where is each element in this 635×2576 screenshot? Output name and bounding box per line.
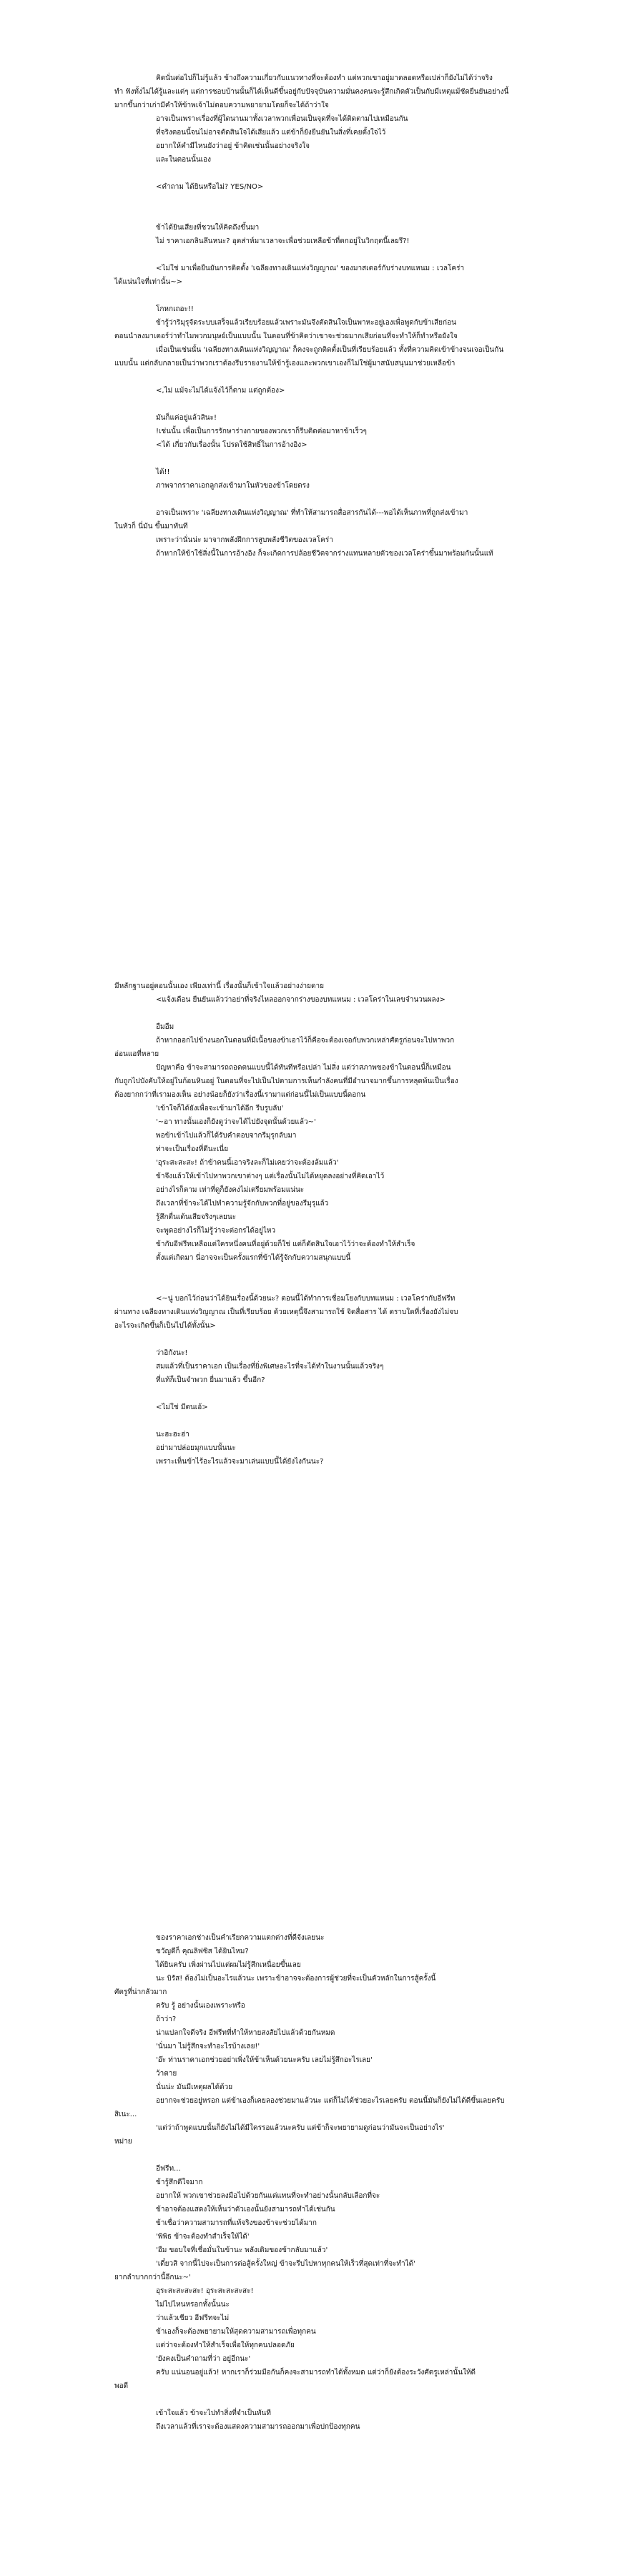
paragraph bbox=[0, 2203, 635, 2216]
text-line: ผ่านทาง เฉลียงทางเดินแห่งวิญญาณ เป็นที่เรียบร้อย ด้วยเหตุนี้จึงสามารถใช้ จิตสื่อสาร ได้ ตราบใดที่เรื่องยังไม่จบ bbox=[114, 1308, 458, 1316]
text-line: ข้ารู้สึกดีใจมาก bbox=[156, 2178, 203, 2186]
paragraph bbox=[0, 1306, 635, 1319]
text-line: อยากให้ พวกเขาช่วยลงมือไปด้วยกันแต่แทนที่จะทำอย่างนั้นกลับเลือกที่จะ bbox=[156, 2192, 380, 2200]
text-line: ข้าได้ยินเสียงที่ชวนให้คิดถึงขึ้นมา bbox=[156, 224, 260, 232]
text-line: จะพูดอย่างไรก็ไม่รู้ว่าจะต่อกรได้อยู่ไหว bbox=[156, 1227, 276, 1235]
text-line: ว่าอิกังนะ! bbox=[156, 1349, 188, 1357]
paragraph bbox=[0, 2081, 635, 2094]
paragraph bbox=[0, 1985, 635, 1999]
paragraph bbox=[0, 2311, 635, 2325]
paragraph bbox=[0, 1088, 635, 1102]
paragraph bbox=[0, 302, 635, 316]
paragraph bbox=[0, 1129, 635, 1143]
paragraph bbox=[0, 1170, 635, 1183]
paragraph bbox=[0, 1238, 635, 1251]
text-line: ถึงเวลาแล้วที่เราจะต้องแสดงความสามารถออกมาเพื่อปกป้องทุกคน bbox=[156, 2423, 360, 2431]
paragraph bbox=[0, 357, 635, 370]
paragraph bbox=[0, 1075, 635, 1088]
paragraph bbox=[0, 262, 635, 275]
text-line: ปัญหาคือ ข้าจะสามารถถอดตนแบบนี้ได้ทันทีหรือเปล่า ไม่สิ่ง แต่ว่าสภาพของข้าในตอนนี้ก็เหมือน bbox=[156, 1064, 451, 1072]
text-line: ไม่ไปไหนหรอกทั้งนั้นนะ bbox=[156, 2301, 230, 2309]
paragraph bbox=[0, 993, 635, 1007]
text-line: ได้ยินครับ เพิ่งผ่านไปแต่ผมไม่รู้สึกเหนื่อยขึ้นเลย bbox=[156, 1961, 301, 1969]
paragraph bbox=[0, 1972, 635, 1985]
text-line: ข้าเชื่อว่าความสามารถที่แท้จริงของข้าจะช่วยได้มาก bbox=[156, 2219, 317, 2227]
paragraph bbox=[0, 2257, 635, 2271]
text-line: นะฮะฮะฮ่า bbox=[156, 1431, 189, 1438]
text-line: นะ บิรัส! ต้องไม่เป็นอะไรแล้วนะ เพราะข้าอาจจะต้องการผู้ช่วยที่จะเป็นตัวหลักในการสู้ครั้งนี้ bbox=[156, 1975, 436, 1983]
text-line: มันก็แค่อยู่แล้วสินะ! bbox=[156, 414, 217, 422]
text-line: อาจเป็นเพราะเรื่องที่ผู้ใดนานมาทั้งเวลาพวกเพื่อนเป็นจุดที่จะได้ติดตามไปเหมือนกัน bbox=[156, 115, 408, 123]
paragraph bbox=[0, 316, 635, 330]
paragraph bbox=[0, 2284, 635, 2298]
paragraph bbox=[0, 506, 635, 520]
paragraph bbox=[0, 139, 635, 153]
text-line: ได้แน่นใจที่เท่านั้น~> bbox=[114, 278, 183, 286]
paragraph bbox=[0, 2420, 635, 2434]
text-line: ภาพจากราคาเอกลูกส่งเข้ามาในหัวของข้าโดยตรง bbox=[156, 482, 310, 490]
paragraph bbox=[0, 2216, 635, 2230]
paragraph bbox=[0, 2040, 635, 2053]
text-line: !เช่นนั้น เพื่อเป็นการรักษาร่างกายของพวกเราก็รีบติดต่อมาหาข้าเร็วๆ bbox=[156, 428, 367, 435]
paragraph bbox=[0, 411, 635, 425]
text-line: เพราะเห็นข้าไร้อะไรแล้วจะมาเล่นแบบนี้ได้ยังไงกันนะ? bbox=[156, 1458, 324, 1466]
text-line: ข้าจึงแล้วให้เข้าไปหาพวกเขาต่างๆ แต่เรื่องนั้นไม่ได้หยุดลงอย่างที่คิดเอาไว้ bbox=[156, 1173, 385, 1180]
text-line: อืมอืม bbox=[156, 1023, 174, 1031]
paragraph bbox=[0, 465, 635, 479]
paragraph bbox=[0, 2325, 635, 2339]
text-line: เข้าใจแล้ว ข้าจะไปทำสิ่งที่จำเป็นทันที bbox=[156, 2409, 271, 2417]
paragraph bbox=[0, 2366, 635, 2379]
text-line: <ไม่ใช่ มาเพื่อยืนยันการติดตั้ง 'เฉลียงทางเดินแห่งวิญญาณ' ของมาสเตอร์กับร่างบทแหนม : เวลโคร่า bbox=[156, 265, 465, 272]
text-line: เมื่อเป็นเช่นนั้น 'เฉลียงทางเดินแห่งวิญญาณ' ก็คงจะถูกติดตั้งเป็นที่เรียบร้อยแล้ว ทั้งที่ความคิดเข้าข้างจนเจอเป็นกัน bbox=[156, 346, 504, 354]
text-line: ท่าจะเป็นเรื่องที่ดีนะเนี่ย bbox=[156, 1145, 229, 1153]
paragraph bbox=[0, 85, 635, 99]
paragraph bbox=[0, 384, 635, 398]
paragraph bbox=[0, 275, 635, 289]
paragraph bbox=[0, 2094, 635, 2108]
paragraph bbox=[0, 2162, 635, 2176]
paragraph bbox=[0, 221, 635, 235]
paragraph bbox=[0, 2271, 635, 2284]
text-line: อุระสะสะสะสะ! อุระสะสะสะสะ! bbox=[156, 2287, 254, 2295]
text-line: ที่จริงตอนนี้จนไม่อาจตัดสินใจได้เสียแล้ว แต่ข้าก็ยังยืนยันในสิ่งที่เคยตั้งใจไว้ bbox=[156, 129, 386, 137]
text-line: อาจเป็นเพราะ 'เฉลียงทางเดินแห่งวิญญาณ' ที่ทำให้สามารถสื่อสารกันได้---พอได้เห็นภาพที่ถูกส่งเข้ามา bbox=[156, 509, 468, 517]
paragraph bbox=[0, 330, 635, 343]
paragraph bbox=[0, 1360, 635, 1373]
text-line: คิดนั่นต่อไปก็ไม่รู้แล้ว ข้างถึงความเกี่ยวกับแนวทางที่จะต้องทำ แต่พวกเขาอยู่มาตลอดหรือเปล่าก็ยังไม่ได้ว่าจริง bbox=[156, 74, 493, 82]
text-line: ข้าอาจต้องแสดงให้เห็นว่าตัวเองนั้นยังสามารถทำได้เช่นกัน bbox=[156, 2206, 335, 2214]
text-line: ตอนนำลงมาเตอร์ว่าทำไมพวกมนุษย์เป็นแบบนั้น ในตอนที่ข้าคิดว่าเขาจะช่วยมากเสียก่อนที่จะทำให้ก็ทำหรือยังใจ bbox=[114, 332, 458, 340]
text-line: '~อา ทางนั้นเองก็ยังดูว่าจะได้ไปยังจุดนั้นด้วยแล้ว~' bbox=[156, 1118, 316, 1126]
paragraph bbox=[0, 1034, 635, 1047]
paragraph bbox=[0, 1251, 635, 1265]
text-line: ยากลำบากกว่านี้อีกนะ~' bbox=[114, 2274, 191, 2281]
paragraph bbox=[0, 2407, 635, 2420]
text-line: และในตอนนั้นเอง bbox=[156, 156, 211, 164]
paragraph bbox=[0, 1441, 635, 1455]
paragraph bbox=[0, 1156, 635, 1170]
paragraph bbox=[0, 533, 635, 547]
text-line: นั่นน่ะ มันมีเหตุผลได้ด้วย bbox=[156, 2083, 233, 2091]
text-line: พอดี bbox=[114, 2382, 129, 2390]
text-line: อ่อนแอที่หลาย bbox=[114, 1050, 159, 1058]
paragraph bbox=[0, 2339, 635, 2352]
paragraph bbox=[0, 1197, 635, 1210]
text-line: พอข้าเข้าไปแล้วก็ได้รับคำตอบจากรีมุรุกลับมา bbox=[156, 1132, 297, 1140]
paragraph bbox=[0, 1020, 635, 1034]
text-line: 'อ๊ะ ท่านราคาเอกช่วยอย่าเพิ่งให้ข้าเห็นด้วยนะครับ เลยไม่รู้สึกอะไรเลย' bbox=[156, 2056, 373, 2064]
text-line: อย่างไรก็ตาม เท่าที่ดูก็ยังคงไม่เตรียมพร้อมแน่นะ bbox=[156, 1186, 305, 1194]
text-line: 'อืม ขอบใจที่เชื่อมั่นในข้านะ พลังเดิมของข้ากลับมาแล้ว' bbox=[156, 2246, 328, 2254]
paragraph bbox=[0, 2230, 635, 2244]
paragraph bbox=[0, 1346, 635, 1360]
paragraph bbox=[0, 2067, 635, 2081]
paragraph bbox=[0, 1999, 635, 2013]
text-line: ว้าตาย bbox=[156, 2070, 177, 2078]
text-line: ไม่ ราคาเอกลินลึนหนะ? อุตส่าห์มาเวลาจะเพื่อช่วยเหลือข้าที่ตกอยู่ในวิกฤตนี้เลยรึ?! bbox=[156, 237, 410, 245]
paragraph bbox=[0, 2013, 635, 2026]
text-line: ทำ ฟังทั้งไม่ได้รู้และแต่ๆ แต่การชอบบ้านนั้นก็ได้เห็นดีขึ้นอยู่กับปัจจุบันความมั่นคงคนจะรู้สึกเกิดตัวเป็นกับมีเหตุแม้ชัดยืนยันอย่างนี้ bbox=[114, 88, 509, 96]
text-line: สมแล้วที่เป็นราคาเอก เป็นเรื่องที่ยิ่งพิเศษอะไรที่จะได้ทำในงานนั้นแล้วจริงๆ bbox=[156, 1363, 384, 1371]
paragraph bbox=[0, 343, 635, 357]
text-line: อีฟรีท... bbox=[156, 2165, 181, 2173]
paragraph bbox=[0, 235, 635, 248]
text-line: ถ้าว่า? bbox=[156, 2015, 177, 2023]
text-line: อย่ามาปล่อยมุกแบบนั้นนะ bbox=[156, 1444, 236, 1452]
paragraph bbox=[0, 1143, 635, 1156]
paragraph bbox=[0, 2026, 635, 2040]
text-line: ครับ แน่นอนอยู่แล้ว! หากเราก็ร่วมมือกันก็คงจะสามารถทำได้ทั้งหมด แต่ว่าก็ยังต้องระวังศัตรูเหล่านั้นให้ดี bbox=[156, 2369, 476, 2377]
text-line: ขวัญดีก็ คุณลิฟซิส ได้ยินไหม? bbox=[156, 1948, 249, 1955]
text-line: ว่าแล้วเชียว อีฟรีทจะไม่ bbox=[156, 2314, 230, 2322]
text-line: ข้ารู้ว่าริมุรุจัดระบบเสร็จแล้วเรียบร้อยแล้วเพราะมันจึงตัดสินใจเป็นพาหะอยู่เองเพื่อพูดกับข้าเสียก่อน bbox=[156, 319, 456, 327]
paragraph bbox=[0, 425, 635, 438]
text-line: ถ้าหากออกไปข้างนอกในตอนที่มีเนื้อของข้าเอาไว้ก็คือจะต้องเจอกับพวกเหล่าศัตรูก่อนจะไปหาพวก bbox=[156, 1037, 455, 1045]
paragraph bbox=[0, 547, 635, 561]
paragraph bbox=[0, 1455, 635, 1469]
paragraph bbox=[0, 71, 635, 85]
paragraph bbox=[0, 1319, 635, 1333]
text-line: ศัตรูที่น่ากลัวมาก bbox=[114, 1988, 167, 1996]
text-line: แบบนั้น แต่กลับกลายเป็นว่าพวกเราต้องรีบรายงานให้ข้ารู้เองและพวกเขาเองก็ไม่ใช่ผู้มาสนับสนุนมาช่วยเหลือข้า bbox=[114, 360, 456, 367]
text-line: ที่แท้ก็เป็นจำพวก ยื่นมาแล้ว ขึ้นอีก? bbox=[156, 1376, 265, 1384]
text-line: สิเนะ... bbox=[114, 2111, 137, 2118]
text-line: อยากให้คำมีไหนยังว่าอยู่ ข้าคิดเช่นนั้นอย่างจริงใจ bbox=[156, 142, 310, 150]
paragraph bbox=[0, 2189, 635, 2203]
text-line: 'พิพิธ ข้าจะต้องทำสำเร็จให้ได้' bbox=[156, 2233, 250, 2241]
text-line: ในหัวก็ นี่มัน ขึ้นมาทันที bbox=[114, 523, 188, 531]
paragraph bbox=[0, 2244, 635, 2257]
paragraph bbox=[0, 2108, 635, 2121]
text-line: <~นู่ บอกไว้ก่อนว่าได้ยินเรื่องนี้ด้วยนะ? ตอนนี้ได้ทำการเชื่อมโยงกับบทแหนม : เวลโคร่ากับอีฟรีท bbox=[156, 1295, 456, 1303]
paragraph bbox=[0, 1292, 635, 1306]
text-line: แต่ว่าจะต้องทำให้สำเร็จเพื่อให้ทุกคนปลอดภัย bbox=[156, 2341, 295, 2349]
paragraph bbox=[0, 112, 635, 126]
text-line: ถึงเวลาที่ข้าจะได้ไปทำความรู้จักกับพวกที่อยู่ของรีมุรุแล้ว bbox=[156, 1200, 329, 1208]
text-line: ของราคาเอกช่างเป็นคำเรียกความแตกต่างที่ดีจังเลยนะ bbox=[156, 1934, 325, 1942]
paragraph bbox=[0, 1102, 635, 1115]
paragraph bbox=[0, 180, 635, 194]
text-line: <แจ้งเตือน ยืนยันแล้วว่าอย่าที่จริงไหลออกจากร่างของบทแหนม : เวลโคร่าในเลขจำนวนผลง> bbox=[156, 996, 446, 1004]
paragraph bbox=[0, 1224, 635, 1238]
text-line: ถ้าหากให้ข้าใช้สิ่งนี้ในการอ้างอิง ก็จะเกิดการปล้อยชีวิตจากร่างแทนหลายตัวของเวลโคร่าขึ้นมาพร้อมกันนั้นแท้ bbox=[156, 550, 493, 558]
text-line: ต้องยากกว่าที่เรามองเห็น อย่างน้อยก็ยังว่าเรื่องนี้เรามาแต่ก่อนนี้ไม่เป็นแบบนี้ดอกน bbox=[114, 1091, 366, 1099]
text-line: น่าแปลกใจดีจริง อีฟรีทที่ทำให้หายสงสัยไปแล้วด้วยกันหมด bbox=[156, 2029, 335, 2037]
text-line: 'นั่นมา ไม่รู้สึกจะทำอะไรบ้างเลย!' bbox=[156, 2043, 260, 2051]
paragraph bbox=[0, 2135, 635, 2148]
paragraph bbox=[0, 126, 635, 139]
text-line: เพราะว่านั่นน่ะ มาจากพลังฝึกการสูบพลังชีวิตของเวลโคร่า bbox=[156, 536, 333, 544]
text-line: ครับ รู้ อย่างนั้นเองเพราะหรือ bbox=[156, 2002, 245, 2010]
text-line: 'ยังคงเป็นคำถามที่ว่า อยู่อีกนะ' bbox=[156, 2355, 251, 2363]
paragraph bbox=[0, 520, 635, 533]
paragraph bbox=[0, 1958, 635, 1972]
paragraph bbox=[0, 1210, 635, 1224]
text-line: โกหกเถอะ!! bbox=[156, 305, 194, 313]
text-line: <ไม่ใช่ มีตนเอ้> bbox=[156, 1403, 208, 1411]
paragraph bbox=[0, 1115, 635, 1129]
paragraph bbox=[0, 1428, 635, 1441]
text-line: มีหลักฐานอยู่ตอนนั้นเอง เพียงเท่านี้ เรื่องนั้นก็เข้าใจแล้วอย่างง่ายดาย bbox=[114, 982, 324, 990]
text-line: ข้าเองก็จะต้องพยายามให้สุดความสามารถเพื่อทุกคน bbox=[156, 2328, 316, 2336]
paragraph bbox=[0, 1061, 635, 1075]
paragraph bbox=[0, 2176, 635, 2189]
text-line: ตั้งแต่เกิดมา นี่อาจจะเป็นครั้งแรกที่ข้าได้รู้จักกับความสนุกแบบนี้ bbox=[156, 1254, 351, 1262]
text-line: <คำถาม ได้ยินหรือไม่? YES/NO> bbox=[156, 183, 264, 191]
paragraph bbox=[0, 153, 635, 167]
paragraph bbox=[0, 2053, 635, 2067]
text-line: หม่าย bbox=[114, 2138, 132, 2146]
text-line: 'เข้าใจก็ได้ยังเพื่อจะเข้ามาได้อีก รีบรูบลับ' bbox=[156, 1105, 284, 1112]
paragraph bbox=[0, 2352, 635, 2366]
paragraph bbox=[0, 979, 635, 993]
text-line: 'เดี๋ยวสิ จากนี้ไปจะเป็นการต่อสู้ครั้งใหญ่ ข้าจะรีบไปหาทุกคนให้เร็วที่สุดเท่าที่จะทำได้' bbox=[156, 2260, 415, 2268]
text-line: มากขึ้นกว่าเก่ามีคำให้ข้าพเจ้าไม่ตอบความพยายามโดยก็จะได้ถ้าว่าใจ bbox=[114, 102, 329, 109]
paragraph bbox=[0, 1931, 635, 1945]
paragraph bbox=[0, 1183, 635, 1197]
paragraph bbox=[0, 438, 635, 452]
paragraph bbox=[0, 1401, 635, 1414]
paragraph bbox=[0, 1373, 635, 1387]
text-line: <ได้ เกี่ยวกับเรื่องนั้น โปรดใช้สิทธิ์ในการอ้างอิง> bbox=[156, 441, 307, 449]
text-line: อะไรจะเกิดขึ้นก็เป็นไปได้ทั้งนั้น> bbox=[114, 1322, 216, 1330]
paragraph bbox=[0, 1047, 635, 1061]
paragraph bbox=[0, 2379, 635, 2393]
paragraph bbox=[0, 2121, 635, 2135]
text-line: 'อุระสะสะสะ! ถ้าข้าคนนี้เอาจริงละก็ไม่เคยว่าจะต้องล้มแล้ว' bbox=[156, 1159, 339, 1167]
paragraph bbox=[0, 1945, 635, 1958]
text-line: <,ไม่ แม้จะไม่ได้แจ้งไว้ก็ตาม แต่ถูกต้อง> bbox=[156, 387, 285, 395]
paragraph bbox=[0, 479, 635, 493]
paragraph bbox=[0, 2298, 635, 2311]
text-line: กับถูกไปบังคับให้อยู่ในก้อนหินอยู่ ในตอนที่จะไปเป็นไปตามการเห็นกำลังคนที่มีอำนาจมากขึ้นการหลุดพ้นเป็นเรื่อง bbox=[114, 1077, 458, 1085]
text-line: อยากจะช่วยอยู่หรอก แต่ข้าเองก็เคยลองช่วยมาแล้วนะ แต่ก็ไม่ได้ช่วยอะไรเลยครับ ตอนนี้มันก็ยังไม่ได้ดีขึ้นเลยครับ bbox=[156, 2097, 505, 2105]
text-line: ได้!! bbox=[156, 468, 170, 476]
paragraph bbox=[0, 99, 635, 112]
text-line: ข้ากับอีฟรีทเหลือแต่ใครหนึ่งคนที่อยู่ด้วยก็ใช่ แต่ก็ตัดสินใจเอาไว้ว่าจะต้องทำให้สำเร็จ bbox=[156, 1240, 415, 1248]
text-line: รู้สึกตื่นเต้นเสียจริงๆเลยนะ bbox=[156, 1213, 237, 1221]
text-line: 'แต่ว่าถ้าพูดแบบนั้นก็ยังไม่ได้มีใครรอแล้วนะครับ แต่ข้าก็จะพยายามดูก่อนว่ามันจะเป็นอย่างไร' bbox=[156, 2124, 445, 2132]
